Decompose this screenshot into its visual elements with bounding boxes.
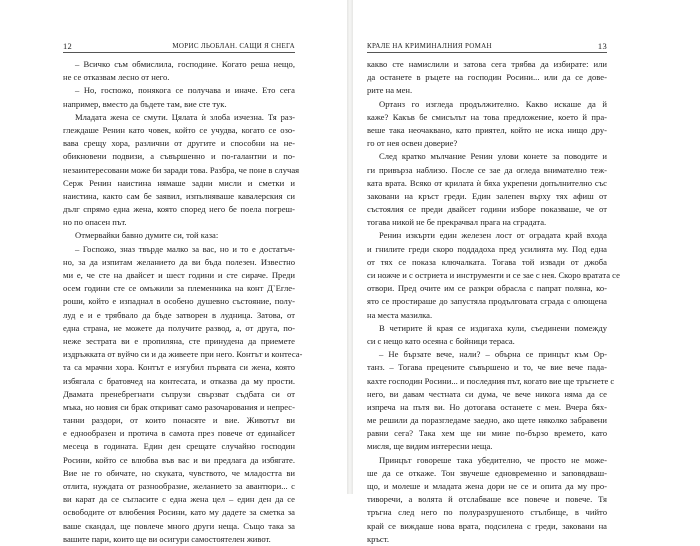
text-line: Отмервайки бавно думите си, той каза: xyxy=(75,230,219,241)
text-line: Росини, който се влюбва във вас и ви предлага да избягате. xyxy=(63,454,295,465)
text-line: ято се простираше до запустяла продълговата сграда с олющена xyxy=(367,296,607,307)
text-line: луд е и е трябвало да бъде затворен в лудница. Затова, от xyxy=(63,309,295,320)
text-line: Двамата пренебрегнати съпрузи свързват съдбата си от xyxy=(63,388,295,399)
text-line: – Госпожо, зназ твърде малко за вас, но и то е достатъч- xyxy=(75,243,295,254)
right-page-body xyxy=(367,58,620,546)
text-line: та са мрачни хора. Контът е изгубил първата си жена, която xyxy=(63,362,295,373)
text-line: ката врата. Всяко от крилата ѝ бяха укрепени допълнително със xyxy=(367,177,607,188)
text-line: не се отказвам лесно от него. xyxy=(63,72,170,83)
header-rule xyxy=(63,52,295,53)
text-line: край се виждаше нова врата, подсилена с греди, заковани на xyxy=(367,520,607,531)
text-line: неже зестрата ви е пропиляна, сте принудена да приемете xyxy=(63,335,295,346)
text-line: кахте господин Росини... и последния път, когато вие ще тръгнете с xyxy=(367,375,615,386)
text-line: незаинтересовани може би заради това. Разбра, че поне в случая xyxy=(63,164,300,175)
text-line: наистина, както сам бе заявил, изпълняваше кавалерския си xyxy=(63,190,295,201)
text-line: но по опасен път. xyxy=(63,217,127,228)
header-rule xyxy=(367,52,607,53)
text-line: Принцът говореше така убедително, че просто не може- xyxy=(379,454,607,465)
text-line: и гнилите греди скоро поддадоха пред усилията му. Под една xyxy=(367,243,607,254)
text-line: тогава никой не бе прекрачвал прага на сградата. xyxy=(367,217,547,228)
text-line: веше така неочаквано, като приятел, който не иска нищо дру- xyxy=(367,124,607,135)
running-header: КРАЛЕ НА КРИМИНАЛНИЯ РОМАН xyxy=(367,42,492,50)
text-line: издръжката от вуйчо си и да живеете при него. Контът и контеса- xyxy=(63,349,303,360)
text-line: на места мазилка. xyxy=(367,309,433,320)
text-line: ми е, че сте на двайсет и шест години и сте сираче. Преди xyxy=(63,270,295,280)
text-line: тръгна след него по полуразрушеното стълбище, в чийто xyxy=(367,507,607,518)
text-line: ваше скандал, ще повлече много други неща. Също така за xyxy=(63,520,295,531)
text-line: избягала с братовчед на контесата, и отказва да му прости. xyxy=(63,375,295,386)
text-line: – Всичко съм обмислила, господине. Когато реша нещо, xyxy=(75,59,295,69)
page-number: 13 xyxy=(597,41,607,51)
text-line: – Но, госпожо, понякога се получава и иначе. Ето сега xyxy=(75,85,295,96)
text-line: ме решили да поразгледаме заедно, ако щете няколко забравени xyxy=(367,415,607,426)
text-line: отвори. Пред очите им се разкри обрасла с папрат поляна, ко- xyxy=(367,283,607,294)
text-line: вашите пари, които ще ви осигури самостоятелен живот. xyxy=(63,533,271,544)
text-line: равни сега? Така хем ще ни мине по-бързо времето, като xyxy=(367,428,607,439)
text-line: го от нея освен доверие? xyxy=(367,138,458,149)
text-line: мисля, ще видим интересни неща. xyxy=(367,441,493,452)
text-line: рите на мен. xyxy=(367,85,413,96)
text-line: от тях се показа ключалката. Тогава той извади от джоба xyxy=(367,256,607,267)
text-line: вава срещу хора, различни от другите и способни на не- xyxy=(63,138,295,149)
text-line: Серж Ренин наистина нямаше задни мисли и сметки и xyxy=(63,177,295,188)
text-line: кръст. xyxy=(367,533,389,544)
text-line: мъка, но новия си брак откриват само разочарования и непрес- xyxy=(63,401,295,412)
text-line: изпреча на пътя ви. Но дотогава останете с мен. Вчера бях- xyxy=(367,401,607,412)
text-line: ше да се откаже. Тон звучеше едновременно и заповядваш- xyxy=(367,467,607,478)
text-line: обикновени подвизи, а съвършенно и по-галантни и по- xyxy=(63,151,295,162)
text-line: например, вместо да бъдете там, вие сте тук. xyxy=(63,98,227,109)
text-line: Ортанз го изгледа продължително. Какво искаше да й xyxy=(379,98,607,109)
text-line: него, ви давам честната си дума, че вече никога няма да се xyxy=(367,388,607,399)
text-line: роши, който е изпаднал в особено душевно състояние, полу- xyxy=(63,296,295,307)
text-line: Ренин изкърти един железен лост от оградата край входа xyxy=(379,230,607,241)
text-line: След кратко мълчание Ренин улови конете за поводите и xyxy=(379,151,607,162)
text-line: танни раздори, от които понасяте и вие. Животът ви xyxy=(63,415,295,426)
text-line: дълг спрямо една жена, която според него бе поела погреш- xyxy=(63,204,295,215)
text-line: В четирите й края се издигаха кули, съединени помежду xyxy=(379,322,607,333)
left-page-body xyxy=(63,58,303,546)
text-line: ги привърза наблизо. После се зае да огледа внимателно теж- xyxy=(367,164,607,175)
text-line: ви карат да се съгласите с една жена цел – един ден да се xyxy=(63,494,295,505)
left-page xyxy=(0,0,347,544)
right-page xyxy=(353,0,700,544)
text-line: глеждаше Ренин като човек, който се учудва, когато се озо- xyxy=(63,124,295,135)
text-line: освободите от влюбения Росини, като му дадете за сметка за xyxy=(63,507,295,518)
text-line: отлита, нуждата от разнообразие, желанието за авантюри... с xyxy=(63,481,295,491)
text-line: но, за да изпитам желанието да ви бъда полезен. Известно xyxy=(63,256,295,267)
text-line: да останете в ръцете на господин Росини... или да се дове- xyxy=(367,72,607,83)
text-line: що, и молеше и младата жена дори не се и опита да му про- xyxy=(367,481,607,491)
text-line: Младата жена се смути. Цялата ѝ злоба изчезна. Тя раз- xyxy=(75,111,295,122)
text-line: – Не бързате вече, нали? – обърна се принцът към Ор- xyxy=(379,349,607,360)
text-line: заковани на кръст греди. Един залепен върху тях афиш от xyxy=(367,190,607,201)
text-line: месеца в годината. Един ден срещате случайно господин xyxy=(63,441,295,452)
text-line: какво сте намислили и затова сега трябва да избирате: или xyxy=(367,59,607,69)
text-line: танз. – Тогава прецените съвършено и то, че вие вече пада- xyxy=(367,362,607,373)
text-line: една страна, не можете да получите развод, а, от друга, по- xyxy=(63,322,295,333)
running-header: МОРИС ЛЬОБЛАН. САЩИ Я СНЕГА xyxy=(172,42,295,50)
text-line: състоялия се преди двайсет години изборе показваше, че от xyxy=(367,204,607,215)
text-line: Вие не го обичате, но скуката, чувството, че младостта ви xyxy=(63,467,295,478)
text-line: си ножче и с остриета и инструменти и се зае с нея. Скоро вратата се xyxy=(367,270,620,280)
text-line: е еднообразен и протича в самота през повече от единайсет xyxy=(63,428,295,439)
page-number: 12 xyxy=(63,41,73,51)
text-line: каже? Какъв бе смисълът на това предложение, което й пра- xyxy=(367,111,607,122)
text-line: си с нещо като осеяна с бойници тераса. xyxy=(367,335,515,346)
text-line: тиворечи, а волята й отслабваше все повече и повече. Тя xyxy=(367,494,607,505)
text-line: осем години сте се омъжили за племенника на конт Д`Егле- xyxy=(63,283,295,294)
